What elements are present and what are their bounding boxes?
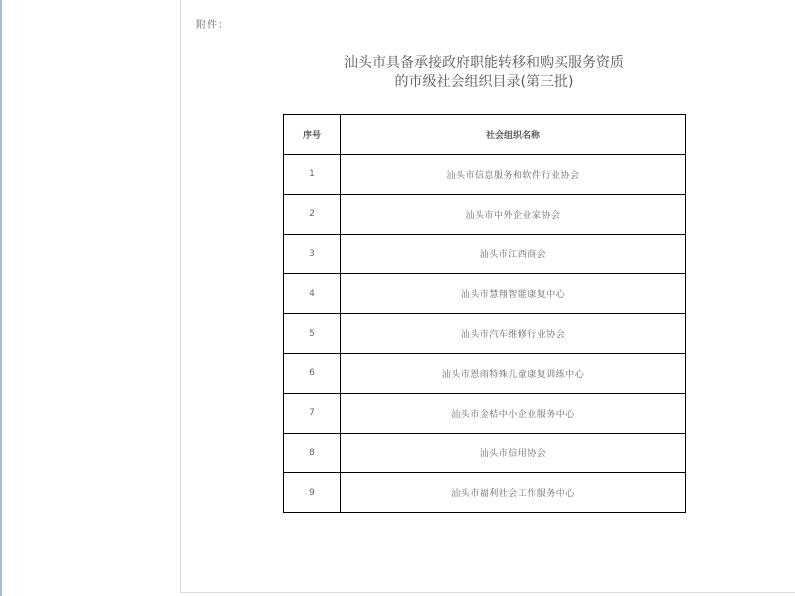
document-title-line-2: 的市级社会组织目录(第三批) — [394, 74, 574, 90]
table-row — [284, 155, 686, 195]
table-row — [284, 473, 686, 513]
organization-name: 汕头市福利社会工作服务中心 — [341, 473, 686, 513]
table-row — [284, 274, 686, 314]
table-header-row — [284, 115, 686, 155]
organization-name: 汕头市金桔中小企业服务中心 — [341, 393, 686, 433]
organization-table — [283, 114, 686, 513]
organization-name: 汕头市恩雨特殊儿童康复训练中心 — [341, 353, 686, 393]
row-number: 6 — [284, 353, 341, 393]
document-title-line-1: 汕头市具备承接政府职能转移和购买服务资质 — [344, 55, 624, 71]
row-number: 2 — [284, 194, 341, 234]
table-row — [284, 194, 686, 234]
row-number: 1 — [284, 155, 341, 195]
table-row — [284, 353, 686, 393]
row-number: 8 — [284, 433, 341, 473]
row-number: 4 — [284, 274, 341, 314]
organization-name: 汕头市慧翔智能康复中心 — [341, 274, 686, 314]
row-number: 5 — [284, 314, 341, 354]
row-number: 7 — [284, 393, 341, 433]
organization-name: 汕头市信息服务和软件行业协会 — [341, 155, 686, 195]
table-row — [284, 234, 686, 274]
table-row — [284, 314, 686, 354]
left-blank-pane — [2, 0, 180, 596]
table-row — [284, 393, 686, 433]
organization-name: 汕头市中外企业家协会 — [341, 194, 686, 234]
row-number: 3 — [284, 234, 341, 274]
table-row — [284, 433, 686, 473]
document-bottom-border — [180, 592, 795, 593]
attachment-label: 附件： — [196, 20, 229, 31]
header-organization-name: 社会组织名称 — [341, 115, 686, 155]
document-left-border — [180, 0, 181, 593]
organization-name: 汕头市信用协会 — [341, 433, 686, 473]
organization-name: 汕头市汽车维修行业协会 — [341, 314, 686, 354]
document-title — [283, 54, 685, 92]
header-number: 序号 — [284, 115, 341, 155]
row-number: 9 — [284, 473, 341, 513]
organization-name: 汕头市江西商会 — [341, 234, 686, 274]
